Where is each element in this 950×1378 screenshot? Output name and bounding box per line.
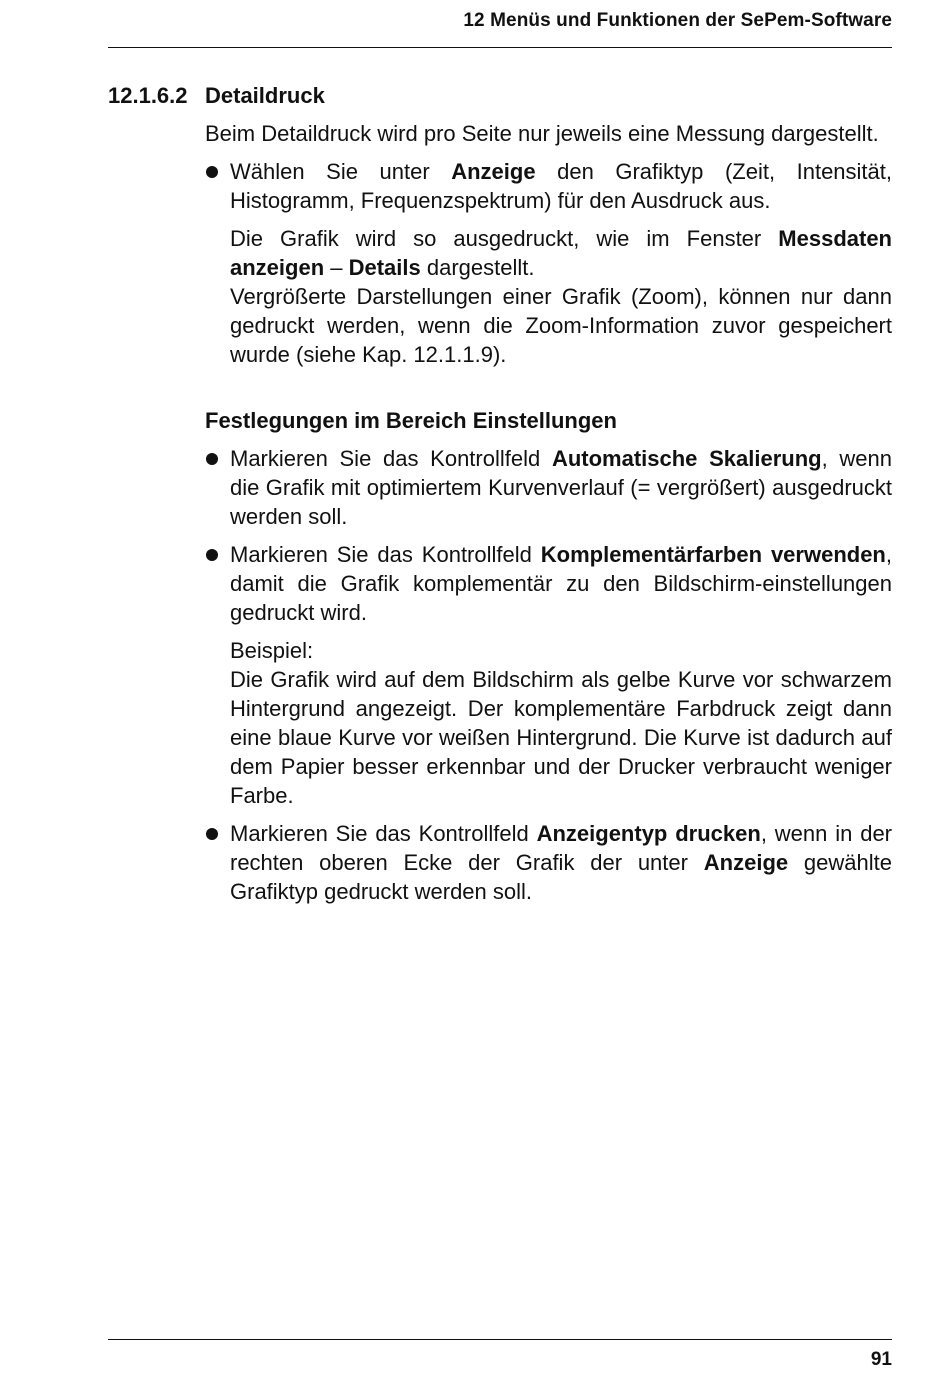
bullet-item: Wählen Sie unter Anzeige den Grafiktyp (Zeit, Intensität, Histogramm, Frequenzspektrum) für den Ausdruck aus.	[205, 157, 892, 215]
bullet-item: Markieren Sie das Kontrollfeld Anzeigentyp drucken, wenn in der rechten oberen Ecke der Grafik der unter Anzeige gewählte Grafiktyp gedruckt werden soll.	[205, 819, 892, 906]
footer-rule	[108, 1339, 892, 1340]
example-block	[205, 636, 892, 810]
bullet-item: Markieren Sie das Kontrollfeld Automatische Skalierung, wenn die Grafik mit optimiertem Kurvenverlauf (= vergrößert) ausgedruckt werden soll.	[205, 444, 892, 531]
ui-term: Anzeigentyp drucken	[536, 821, 761, 846]
bullet-note	[205, 224, 892, 369]
page-number: 91	[870, 1349, 892, 1370]
note-paragraph: Vergrößerte Darstellungen einer Grafik (Zoom), können nur dann gedruckt werden, wenn die Zoom-Information zuvor gespeichert wurde (siehe Kap. 12.1.1.9).	[230, 284, 892, 367]
sub-heading: Festlegungen im Bereich Einstellungen	[205, 408, 617, 433]
ui-term: Messdaten anzeigen	[230, 226, 892, 280]
ui-term: Automatische Skalierung	[551, 446, 822, 471]
bullet-dot-icon	[206, 828, 218, 840]
note-paragraph: Die Grafik wird so ausgedruckt, wie im Fenster Messdaten anzeigen – Details dargestellt.	[230, 226, 892, 280]
example-label: Beispiel:	[230, 638, 314, 663]
ui-term: Anzeige	[703, 850, 789, 875]
intro-paragraph: Beim Detaildruck wird pro Seite nur jeweils eine Messung dargestellt.	[205, 121, 879, 146]
header-rule	[108, 47, 892, 48]
bullet-dot-icon	[206, 166, 218, 178]
body-content	[205, 119, 892, 915]
section-title: Detaildruck	[205, 83, 325, 108]
ui-term: Komplementärfarben verwenden	[540, 542, 886, 567]
running-header: 12 Menüs und Funktionen der SePem-Software	[463, 10, 892, 31]
ui-term: Details	[348, 255, 421, 280]
ui-term: Anzeige	[451, 159, 536, 184]
section-number: 12.1.6.2	[108, 83, 188, 108]
bullet-item: Markieren Sie das Kontrollfeld Komplementärfarben verwenden, damit die Grafik komplementär zu den Bildschirm-einstellungen gedruckt wird.	[205, 540, 892, 627]
bullet-dot-icon	[206, 549, 218, 561]
example-text: Die Grafik wird auf dem Bildschirm als gelbe Kurve vor schwarzem Hintergrund angezeigt. Der komplementäre Farbdruck zeigt dann eine blaue Kurve vor weißen Hintergrund. Die Kurve ist dadurch auf dem Papier besser erkennbar und der Drucker verbraucht weniger Farbe.	[230, 667, 892, 808]
section-heading	[108, 83, 325, 109]
bullet-dot-icon	[206, 453, 218, 465]
